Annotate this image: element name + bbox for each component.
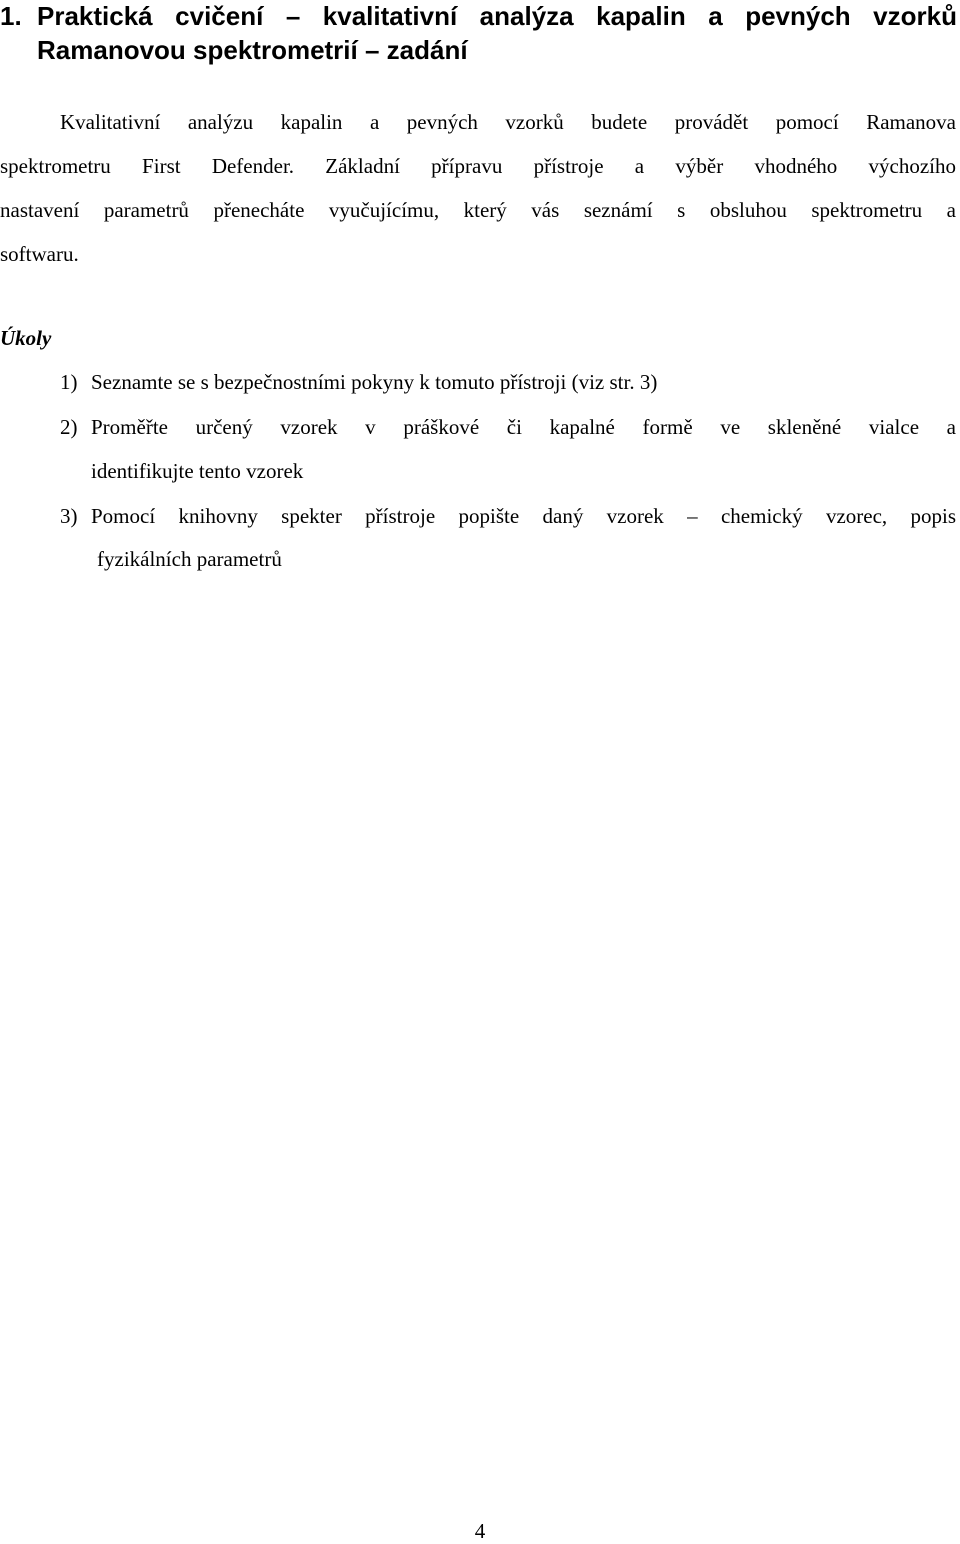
intro-line-3: nastavení parametrů přenecháte vyučujícímu, který vás seznámí s obsluhou spektrometru a	[0, 198, 956, 222]
intro-line-1: Kvalitativní analýzu kapalin a pevných vzorků budete provádět pomocí Ramanova	[60, 110, 956, 134]
tasks-heading: Úkoly	[0, 326, 52, 350]
intro-line-2: spektrometru First Defender. Základní přípravu přístroje a výběr vhodného výchozího	[0, 154, 956, 178]
task-text-line: identifikujte tento vzorek	[91, 459, 304, 483]
section-number: 1.	[0, 1, 22, 31]
task-number: 2)	[60, 415, 78, 439]
intro-line-4: softwaru.	[0, 242, 79, 266]
section-title-line-2: Ramanovou spektrometrií – zadání	[37, 35, 468, 65]
task-text-line: Proměřte určený vzorek v práškové či kapalné formě ve skleněné vialce a	[91, 415, 956, 439]
task-text-line: fyzikálních parametrů	[97, 547, 282, 571]
task-number: 1)	[60, 370, 78, 394]
section-title-line-1: Praktická cvičení – kvalitativní analýza kapalin a pevných vzorků	[37, 1, 957, 31]
page-number: 4	[474, 1519, 486, 1543]
task-number: 3)	[60, 504, 78, 528]
task-text-line: Pomocí knihovny spekter přístroje popište daný vzorek – chemický vzorec, popis	[91, 504, 956, 528]
task-text-line: Seznamte se s bezpečnostními pokyny k tomuto přístroji (viz str. 3)	[91, 370, 658, 394]
